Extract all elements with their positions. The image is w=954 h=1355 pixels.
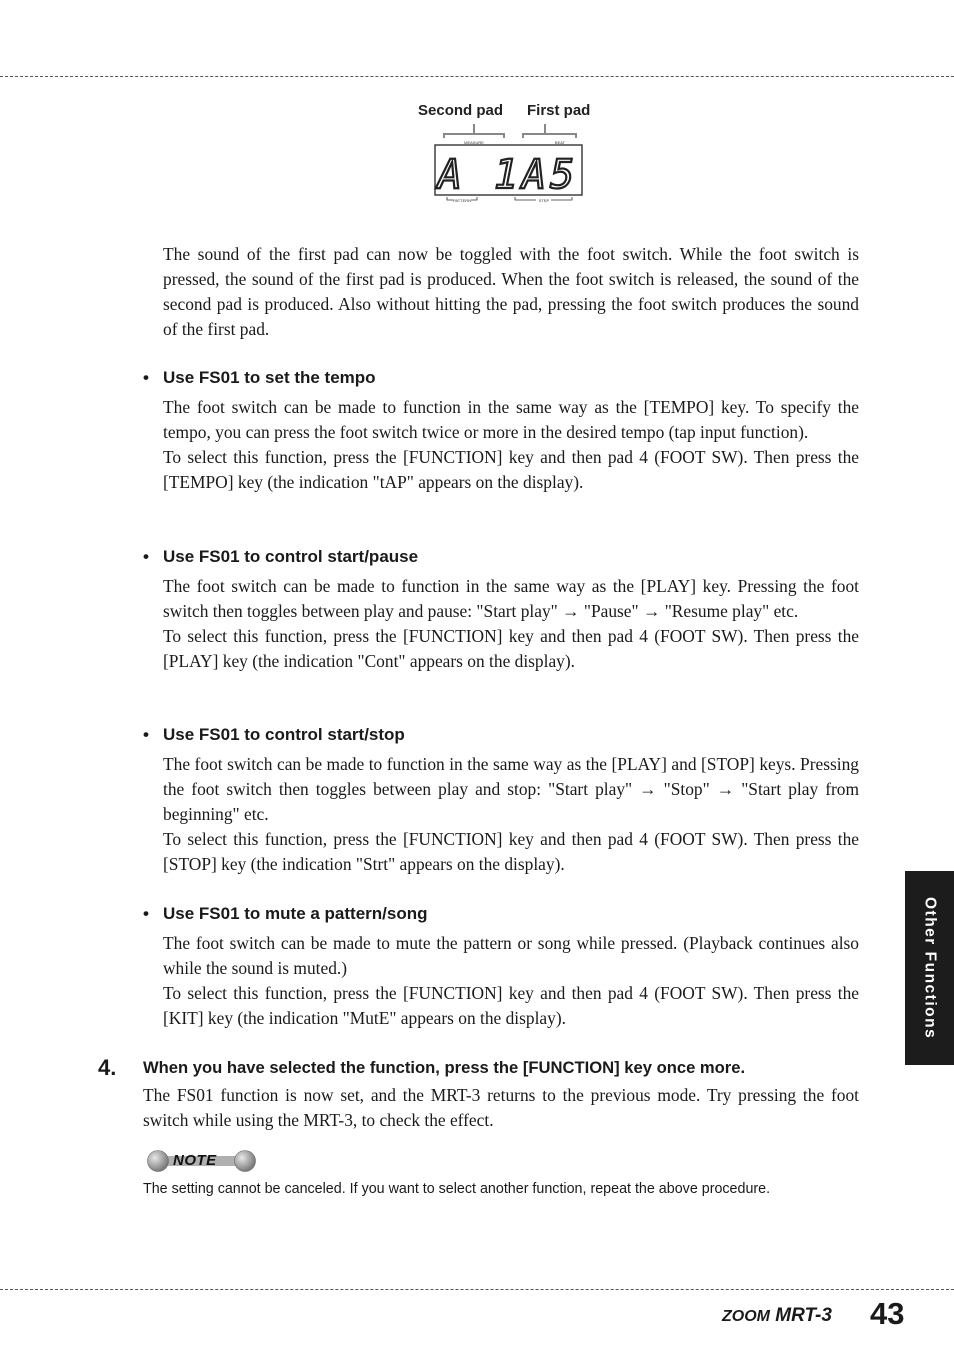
section-title: Use FS01 to control start/pause	[163, 547, 419, 566]
display-digits: A 1A5	[437, 152, 579, 198]
bullet: •	[143, 725, 149, 744]
note-badge	[147, 1149, 259, 1173]
note-text: The setting cannot be canceled. If you want to select another function, repeat the above procedure.	[143, 1181, 771, 1197]
section-heading-mute	[143, 903, 428, 925]
section-body-start-pause	[163, 574, 859, 674]
led-display-illustration	[410, 100, 600, 208]
section-body-mute	[163, 931, 859, 1031]
side-chapter-tab	[905, 871, 954, 1065]
first-pad-label: First pad	[527, 102, 591, 119]
top-dashed-rule	[0, 76, 954, 77]
section-paragraph: The foot switch can be made to function in the same way as the [PLAY] and [STOP] keys. Pressing the foot switch then toggles between play and stop: "Start play" → "Stop" → "Start play from beginning" etc.	[163, 754, 859, 824]
section-paragraph: The foot switch can be made to function in the same way as the [TEMPO] key. To specify the tempo, you can press the foot switch twice or more in the desired tempo (tap input function).	[163, 397, 859, 442]
note-ball-right-icon	[235, 1151, 256, 1172]
note-ball-left-icon	[148, 1151, 169, 1172]
tiny-label-pattern: PATTERN	[452, 198, 472, 203]
footer-brand	[722, 1305, 832, 1327]
section-heading-start-stop	[143, 724, 405, 746]
bullet: •	[143, 904, 149, 923]
section-paragraph: To select this function, press the [FUNCTION] key and then pad 4 (FOOT SW). Then press the [STOP] key (the indication "Strt" appears on the display).	[163, 829, 859, 874]
tiny-label-step: STEP	[538, 198, 550, 203]
section-paragraph: The foot switch can be made to mute the pattern or song while pressed. (Playback continues also while the sound is muted.)	[163, 933, 859, 978]
section-title: Use FS01 to set the tempo	[163, 368, 376, 387]
section-paragraph: To select this function, press the [FUNCTION] key and then pad 4 (FOOT SW). Then press the [KIT] key (the indication "MutE" appears on the display).	[163, 983, 859, 1028]
section-heading-start-pause	[143, 546, 418, 568]
first-pad-bracket	[523, 124, 576, 138]
tiny-label-measure: MEASURE	[464, 140, 484, 145]
brand-zoom: ZOOM	[722, 1308, 770, 1325]
bottom-dashed-rule	[0, 1289, 954, 1290]
step-title: When you have selected the function, press the [FUNCTION] key once more.	[143, 1058, 746, 1077]
section-heading-tempo	[143, 367, 376, 389]
section-paragraph: To select this function, press the [FUNCTION] key and then pad 4 (FOOT SW). Then press the [PLAY] key (the indication "Cont" appears on the display).	[163, 626, 859, 671]
tiny-label-beat: BEAT	[554, 140, 566, 145]
brand-model: MRT-3	[775, 1305, 832, 1326]
second-pad-label: Second pad	[418, 102, 504, 119]
note-label: NOTE	[173, 1152, 217, 1169]
display-figure	[410, 100, 600, 208]
step-body: The FS01 function is now set, and the MRT-3 returns to the previous mode. Try pressing the foot switch while using the MRT-3, to check the effect.	[143, 1085, 859, 1130]
step-number: 4.	[98, 1055, 117, 1080]
section-paragraph: The foot switch can be made to function in the same way as the [PLAY] key. Pressing the foot switch then toggles between play and pause: "Start play" → "Pause" → "Resume play" etc.	[163, 576, 859, 621]
section-title: Use FS01 to control start/stop	[163, 725, 405, 744]
section-paragraph: To select this function, press the [FUNCTION] key and then pad 4 (FOOT SW). Then press the [TEMPO] key (the indication "tAP" appears on the display).	[163, 447, 859, 492]
section-body-tempo	[163, 395, 859, 495]
second-pad-bracket	[444, 124, 504, 138]
page-number: 43	[870, 1296, 905, 1331]
section-title: Use FS01 to mute a pattern/song	[163, 904, 428, 923]
bullet: •	[143, 368, 149, 387]
section-body-start-stop	[163, 752, 859, 877]
bullet: •	[143, 547, 149, 566]
side-tab-label: Other Functions	[921, 896, 939, 1040]
intro-paragraph: The sound of the first pad can now be toggled with the foot switch. While the foot switch is pressed, the sound of the first pad is produced. When the foot switch is released, the sound of the second pad is produced. Also without hitting the pad, pressing the foot switch produces the sound of the first pad.	[163, 244, 859, 339]
